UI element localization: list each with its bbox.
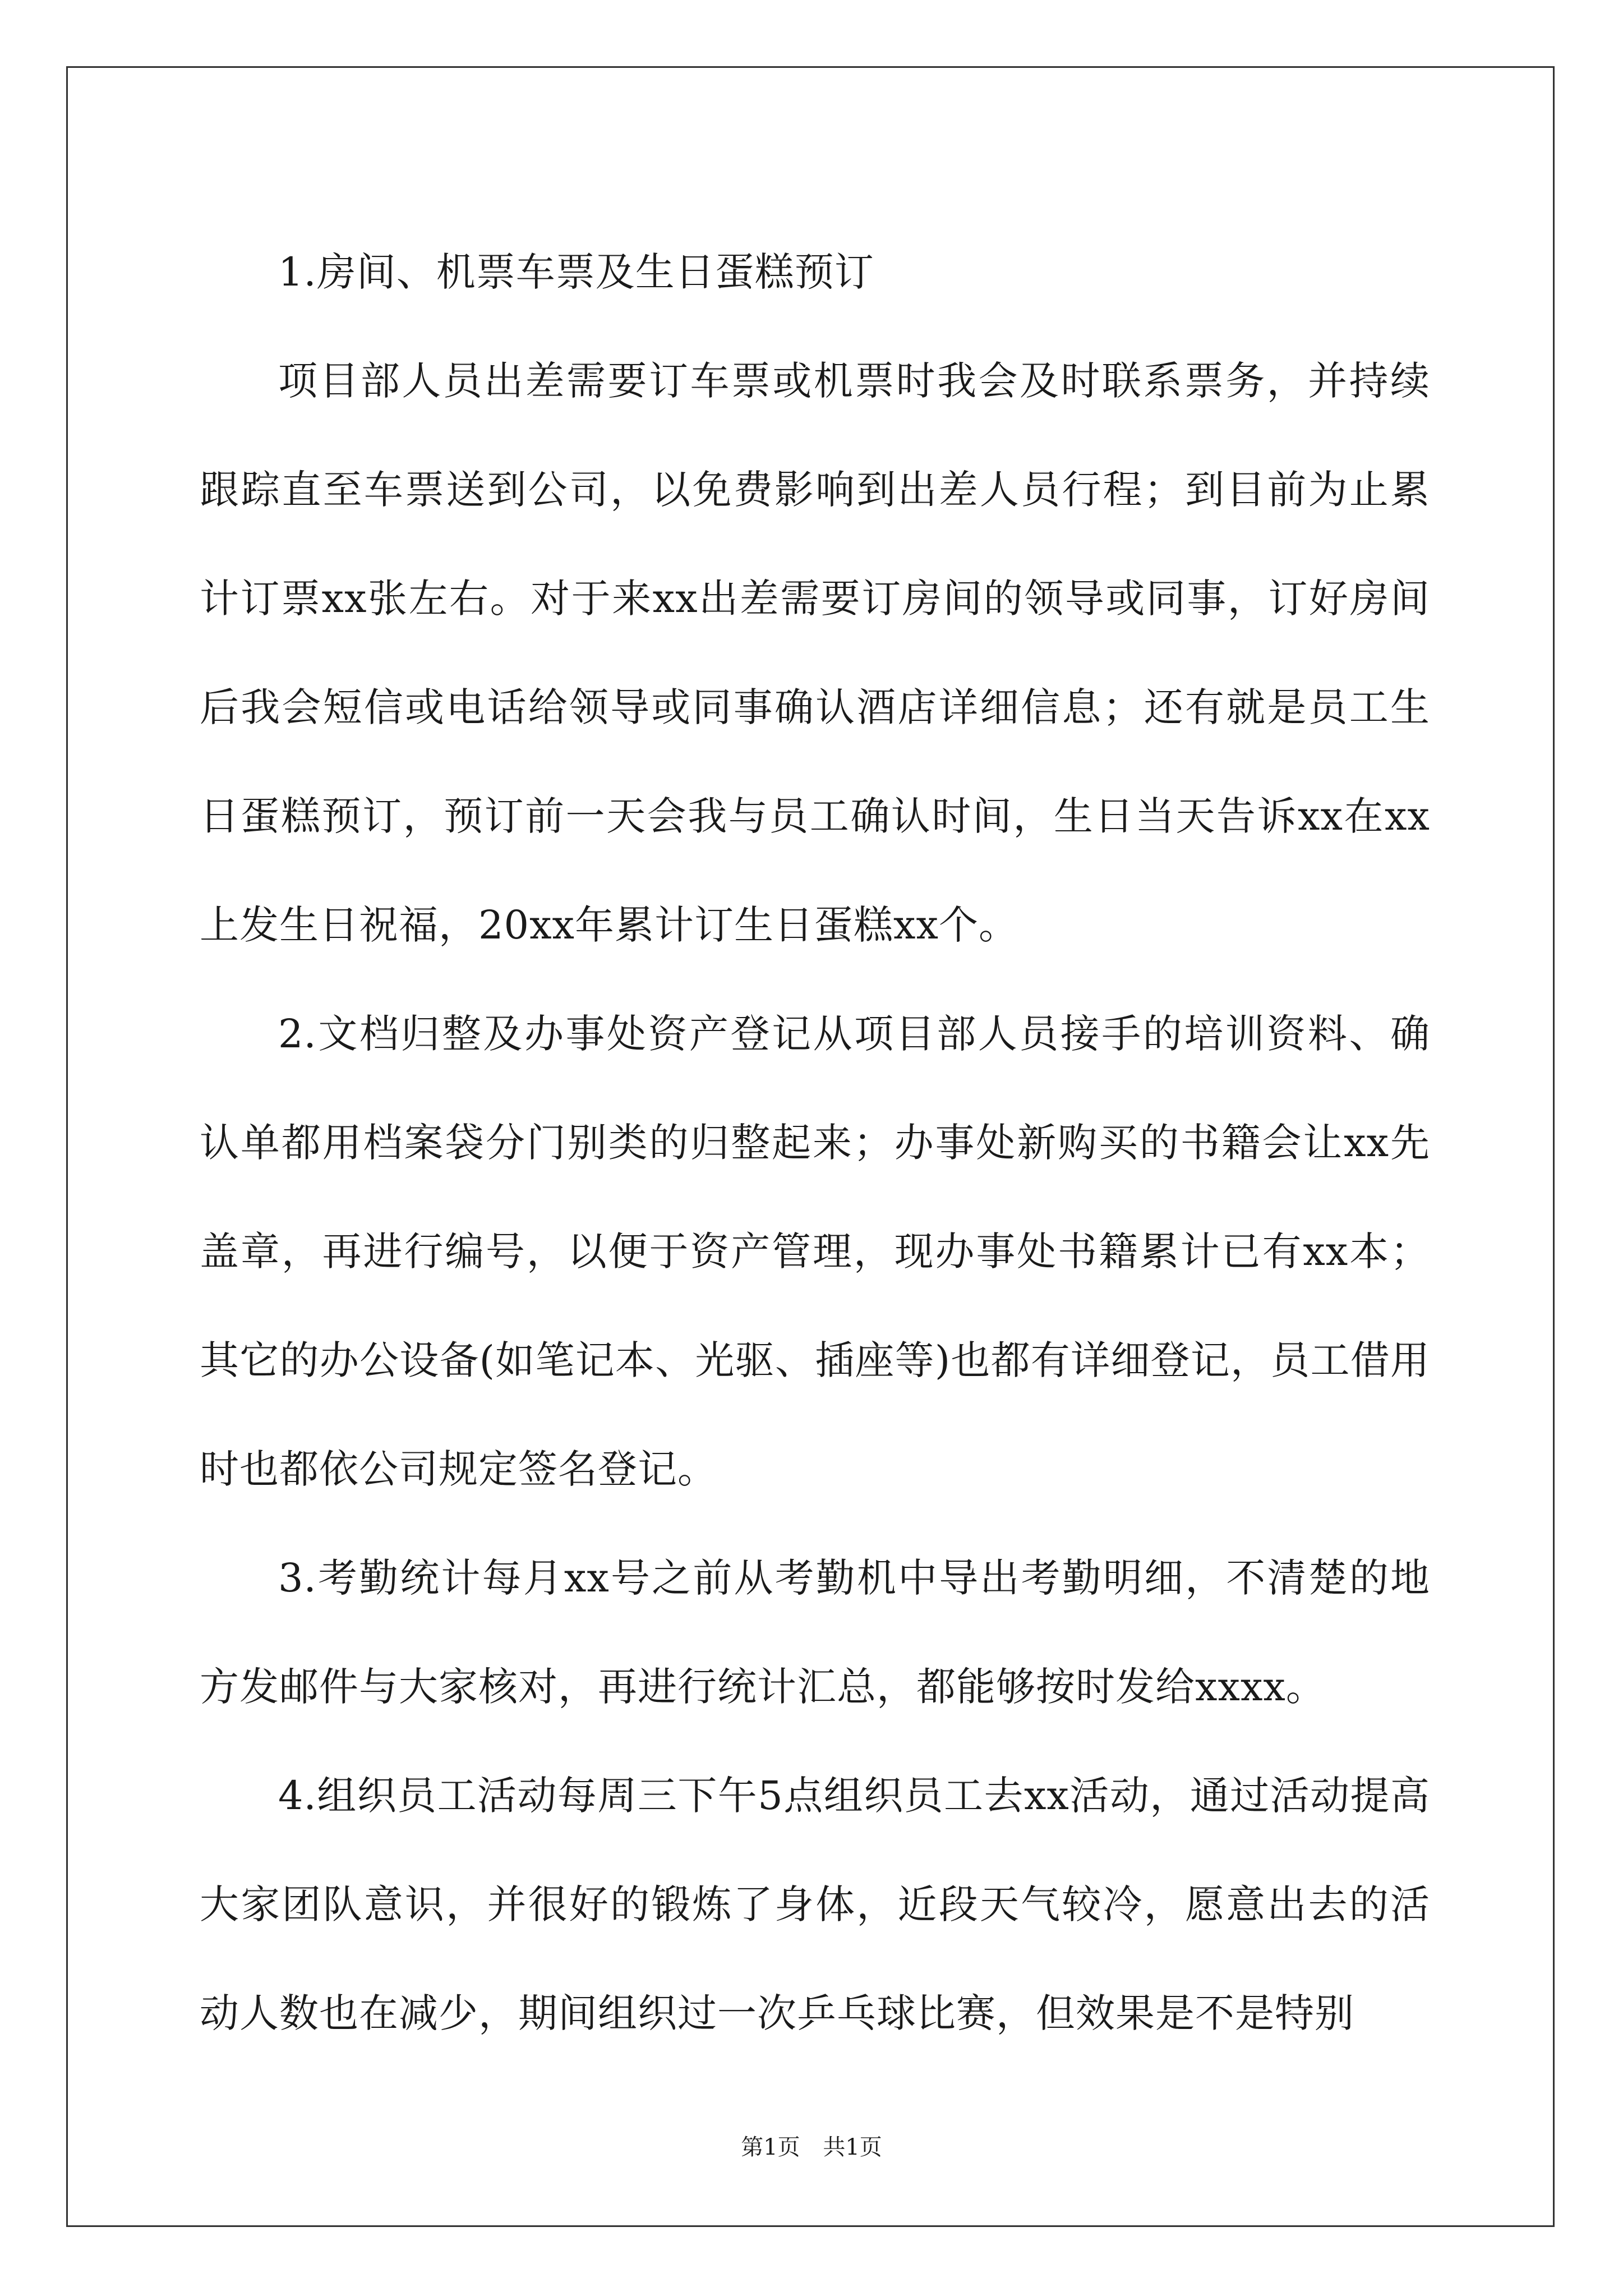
- page-number: 第1页: [741, 2134, 800, 2160]
- paragraph-activities: 4.组织员工活动每周三下午5点组织员工去xx活动，通过活动提高大家团队意识，并很好的锻炼了身体，近段天气较冷，愿意出去的活动人数也在减少，期间组织过一次乒乓球比赛，但效果是不是特别: [200, 1773, 1430, 2036]
- paragraph-booking: 项目部人员出差需要订车票或机票时我会及时联系票务，并持续跟踪直至车票送到公司，以免费影响到出差人员行程；到目前为止累计订票xx张左右。对于来xx出差需要订房间的领导或同事，订好房间后我会短信或电话给领导或同事确认酒店详细信息；还有就是员工生日蛋糕预订，预订前一天会我与员工确认时间，生日当天告诉xx在xx上发生日祝福，20xx年累计订生日蛋糕xx个。: [200, 358, 1430, 948]
- page-total: 共1页: [823, 2134, 882, 2160]
- page-footer: [0, 2132, 1623, 2163]
- section-heading-1: 1.房间、机票车票及生日蛋糕预订: [278, 249, 874, 295]
- paragraph-attendance: 3.考勤统计每月xx号之前从考勤机中导出考勤明细，不清楚的地方发邮件与大家核对，再进行统计汇总，都能够按时发给xxxx。: [200, 1555, 1430, 1710]
- document-body: [200, 218, 1430, 2068]
- paragraph-documents: 2.文档归整及办事处资产登记从项目部人员接手的培训资料、确认单都用档案袋分门别类的归整起来；办事处新购买的书籍会让xx先盖章，再进行编号，以便于资产管理，现办事处书籍累计已有xx本；其它的办公设备(如笔记本、光驱、插座等)也都有详细登记，员工借用时也都依公司规定签名登记。: [200, 1011, 1431, 1492]
